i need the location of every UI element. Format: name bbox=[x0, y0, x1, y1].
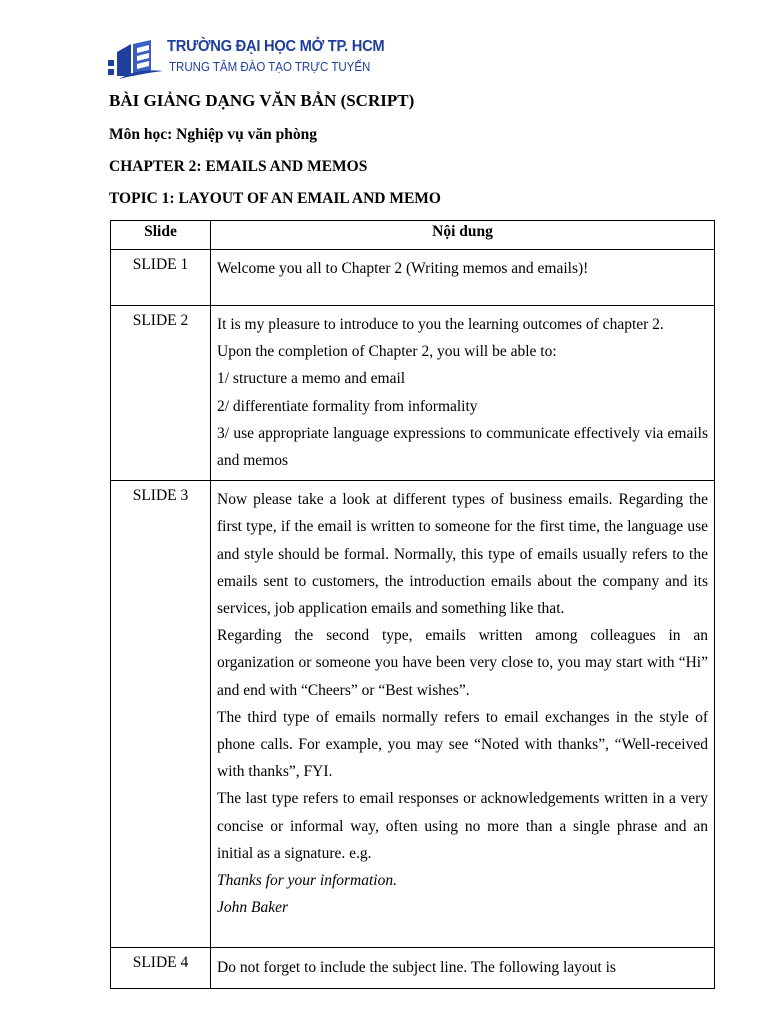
slide-label: SLIDE 2 bbox=[111, 306, 211, 481]
table-row bbox=[111, 948, 715, 988]
content-paragraph: The third type of emails normally refers to email exchanges in the style of phone calls. For example, you may see “Noted with thanks”, “Well-received with thanks”, FYI. bbox=[217, 708, 708, 781]
content-paragraph: Welcome you all to Chapter 2 (Writing memos and emails)! bbox=[217, 260, 589, 277]
table-header-row bbox=[111, 221, 715, 250]
topic-title: TOPIC 1: LAYOUT OF AN EMAIL AND MEMO bbox=[109, 190, 441, 207]
logo-university-name: TRƯỜNG ĐẠI HỌC MỞ TP. HCM bbox=[167, 38, 385, 55]
example-signature: John Baker bbox=[217, 899, 289, 917]
content-paragraph: 3/ use appropriate language expressions to communicate effectively via emails and memos bbox=[217, 424, 708, 470]
slide-content bbox=[211, 250, 715, 306]
slide-label: SLIDE 4 bbox=[111, 948, 211, 988]
chapter-title: CHAPTER 2: EMAILS AND MEMOS bbox=[109, 158, 368, 175]
slide-content bbox=[211, 306, 715, 481]
table-row bbox=[111, 306, 715, 481]
content-paragraph: The last type refers to email responses or acknowledgements written in a very concise or informal way, often using no more than a single phrase and an initial as a signature. e.g. bbox=[217, 790, 708, 862]
header-content: Nội dung bbox=[211, 221, 715, 250]
course-subject: Môn học: Nghiệp vụ văn phòng bbox=[109, 126, 318, 143]
slide-content bbox=[211, 481, 715, 948]
table-row bbox=[111, 481, 715, 948]
logo-center-name: TRUNG TÂM ĐÀO TẠO TRỰC TUYẾN bbox=[169, 60, 371, 74]
example-text: Thanks for your information. bbox=[217, 872, 397, 890]
header-slide: Slide bbox=[111, 221, 211, 250]
content-paragraph: It is my pleasure to introduce to you the learning outcomes of chapter 2. bbox=[217, 316, 664, 333]
university-emblem-icon bbox=[107, 38, 165, 82]
slide-label: SLIDE 1 bbox=[111, 250, 211, 306]
university-logo bbox=[107, 38, 385, 82]
content-paragraph: 2/ differentiate formality from informality bbox=[217, 397, 478, 415]
content-paragraph: Regarding the second type, emails written among colleagues in an organization or someone you have been very close to, you may start with “Hi” and end with “Cheers” or “Best wishes”. bbox=[217, 627, 708, 699]
content-paragraph: Now please take a look at different types of business emails. Regarding the first type, if the email is written to someone for the first time, the language use and style should be formal. Normally, this type of emails usually refers to the emails sent to customers, the introduction emails about the company and its services, job application emails and something like that. bbox=[217, 491, 708, 618]
document-title: BÀI GIẢNG DẠNG VĂN BẢN (SCRIPT) bbox=[109, 91, 415, 110]
content-paragraph: 1/ structure a memo and email bbox=[217, 370, 406, 388]
content-paragraph: Upon the completion of Chapter 2, you will be able to: bbox=[217, 343, 557, 361]
content-paragraph: Do not forget to include the subject line. The following layout is bbox=[217, 959, 616, 977]
slide-content bbox=[211, 948, 715, 988]
table-row bbox=[111, 250, 715, 306]
script-table bbox=[110, 220, 715, 989]
slide-label: SLIDE 3 bbox=[111, 481, 211, 948]
